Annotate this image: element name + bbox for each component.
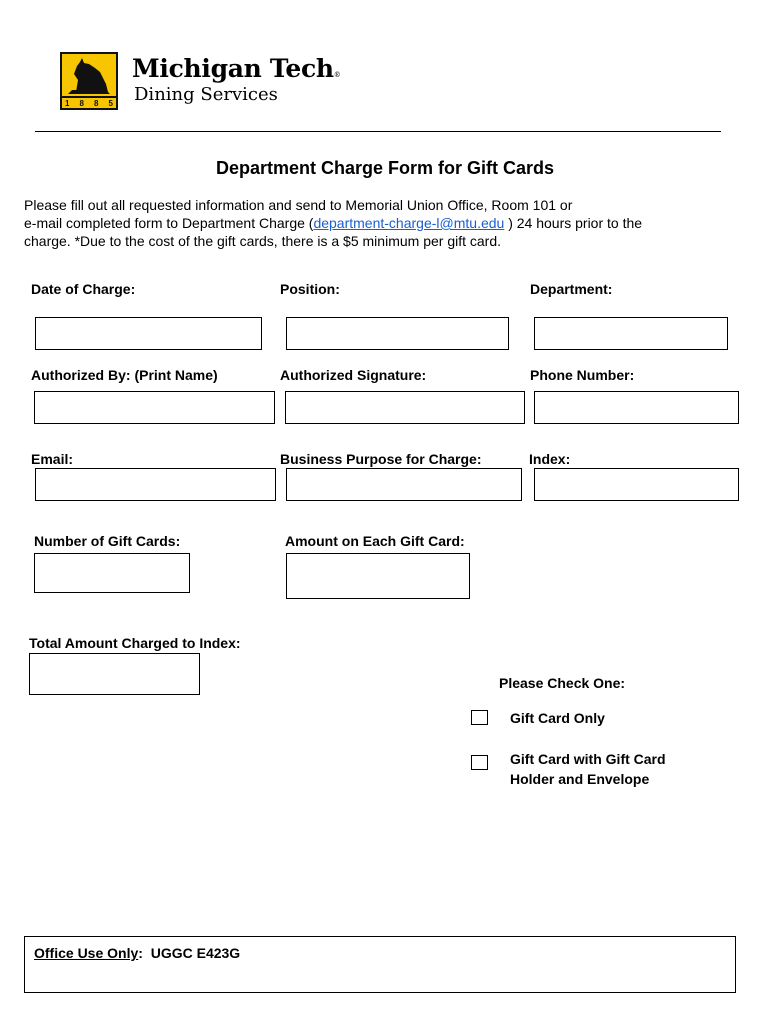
header-divider (35, 131, 721, 132)
number-of-gift-cards-label: Number of Gift Cards: (34, 533, 181, 549)
total-amount-label: Total Amount Charged to Index: (29, 635, 241, 651)
logo-year-digit: 1 (65, 99, 70, 108)
logo-year-digit: 8 (94, 99, 99, 108)
office-use-separator: : (138, 945, 143, 961)
instructions-text: e-mail completed form to Department Charge ( (24, 215, 314, 231)
total-amount-field[interactable] (29, 653, 200, 695)
email-field[interactable] (35, 468, 276, 501)
form-title: Department Charge Form for Gift Cards (215, 158, 555, 178)
wolf-logo (60, 52, 118, 110)
instructions-line: Please fill out all requested information and send to Memorial Union Office, Room 101 or (24, 197, 573, 213)
index-field[interactable] (534, 468, 739, 501)
wolf-icon (62, 54, 116, 96)
business-purpose-label: Business Purpose for Charge: (280, 451, 482, 467)
authorized-signature-label: Authorized Signature: (280, 367, 427, 383)
authorized-by-label: Authorized By: (Print Name) (31, 367, 218, 383)
instructions-line: charge. *Due to the cost of the gift cards, there is a $5 minimum per gift card. (24, 233, 502, 249)
position-label: Position: (280, 281, 340, 297)
email-label: Email: (31, 451, 74, 467)
number-of-gift-cards-field[interactable] (34, 553, 190, 593)
brand-name-text: Michigan Tech (132, 54, 334, 83)
gift-card-only-checkbox[interactable] (471, 710, 488, 725)
gift-card-holder-label-line: Holder and Envelope (510, 771, 650, 787)
gift-card-holder-label-line: Gift Card with Gift Card (510, 751, 666, 767)
amount-each-field[interactable] (286, 553, 470, 599)
phone-number-field[interactable] (534, 391, 739, 424)
authorized-by-field[interactable] (34, 391, 275, 424)
brand-subtitle: Dining Services (134, 84, 278, 105)
instructions-line (24, 214, 714, 232)
gift-card-only-label: Gift Card Only (510, 710, 605, 726)
logo-year-digit: 5 (108, 99, 113, 108)
phone-number-label: Phone Number: (530, 367, 635, 383)
gift-card-holder-checkbox[interactable] (471, 755, 488, 770)
date-of-charge-label: Date of Charge: (31, 281, 136, 297)
instructions (24, 196, 714, 250)
department-label: Department: (530, 281, 613, 297)
amount-each-label: Amount on Each Gift Card: (285, 533, 465, 549)
office-use-text (34, 945, 240, 961)
gift-card-holder-label (510, 749, 666, 789)
date-of-charge-field[interactable] (35, 317, 262, 350)
index-label: Index: (529, 451, 571, 467)
office-use-label: Office Use Only (34, 945, 139, 961)
instructions-text: ) 24 hours prior to the (504, 215, 643, 231)
position-field[interactable] (286, 317, 509, 350)
email-link[interactable]: department-charge-l@mtu.edu (313, 215, 505, 231)
logo-year (62, 96, 116, 108)
office-use-box (24, 936, 736, 993)
logo-year-digit: 8 (79, 99, 84, 108)
business-purpose-field[interactable] (286, 468, 522, 501)
registered-mark: ® (333, 71, 341, 79)
brand-name (132, 54, 340, 83)
authorized-signature-field[interactable] (285, 391, 525, 424)
department-field[interactable] (534, 317, 728, 350)
office-use-code: UGGC E423G (150, 945, 241, 961)
check-one-label: Please Check One: (499, 675, 626, 691)
